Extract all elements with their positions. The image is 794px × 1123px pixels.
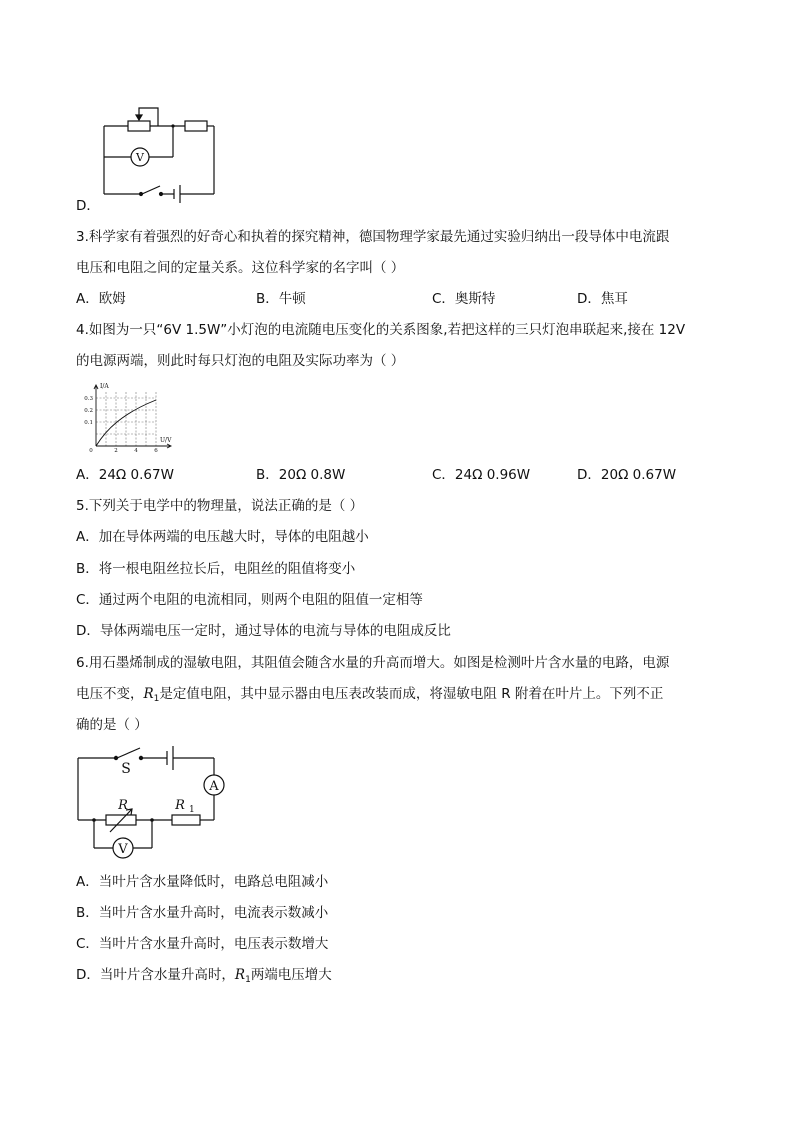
switch-label: S <box>121 761 131 777</box>
q6-line2-pre: 电压不变， <box>76 686 144 702</box>
q3-option-a: A．欧姆 <box>76 291 126 307</box>
q6-line2-r: R <box>143 686 154 702</box>
q3-stem-line2: 电压和电阻之间的定量关系。这位科学家的名字叫（ ） <box>76 260 405 276</box>
q5-option-c: C．通过两个电阻的电流相同，则两个电阻的阻值一定相等 <box>76 592 423 608</box>
graph-x-tick: 4 <box>134 448 138 454</box>
q6-stem-line2 <box>76 684 663 709</box>
q6-line2-sub: 1 <box>153 694 160 704</box>
graph-x-tick: 6 <box>154 448 158 454</box>
q3-option-b: B．牛顿 <box>256 291 306 307</box>
q4-option-c: C．24Ω 0.96W <box>432 467 531 483</box>
graph-x-label: U/V <box>160 437 172 444</box>
q4-option-a: A．24Ω 0.67W <box>76 467 174 483</box>
graph-y-tick: 0.2 <box>84 408 93 414</box>
q4-stem-line2: 的电源两端，则此时每只灯泡的电阻及实际功率为（ ） <box>76 353 405 369</box>
q6-option-d-post: 两端电压增大 <box>250 967 332 983</box>
q4-stem-line1: 4.如图为一只“6V 1.5W”小灯泡的电流随电压变化的关系图象,若把这样的三只灯泡串联起来,接在 12V <box>76 322 686 338</box>
q6-option-d-sub: 1 <box>245 975 251 985</box>
q2-option-d-label: D． <box>76 198 100 214</box>
graph-y-tick: 0.1 <box>84 420 93 426</box>
q6-option-a: A．当叶片含水量降低时，电路总电阻减小 <box>76 874 329 890</box>
fixed-resistor <box>172 815 200 825</box>
r1-sub-label: 1 <box>189 805 195 815</box>
q6-line2-post: 是定值电阻，其中显示器由电压表改装而成，将湿敏电阻 R 附着在叶片上。下列不正 <box>159 686 664 702</box>
ammeter-label: A <box>209 779 219 794</box>
r-label: R <box>118 798 128 813</box>
q3-option-d: D．焦耳 <box>577 291 628 307</box>
voltmeter-label: V <box>118 842 128 857</box>
q6-stem-line3: 确的是（ ） <box>76 717 148 733</box>
q2-voltmeter-label: V <box>136 151 144 164</box>
graph-y-label: I/A <box>100 383 109 390</box>
rheostat <box>128 121 150 131</box>
q6-circuit <box>70 740 240 865</box>
r1-label: R <box>175 798 185 813</box>
q5-option-d: D．导体两端电压一定时，通过导体的电流与导体的电阻成反比 <box>76 623 451 639</box>
resistor <box>185 121 207 131</box>
q6-option-c: C．当叶片含水量升高时，电压表示数增大 <box>76 936 329 952</box>
q3-stem-line1: 3.科学家有着强烈的好奇心和执着的探究精神，德国物理学家最先通过实验归纳出一段导体中电流跟 <box>76 229 670 245</box>
graph-x-tick: 2 <box>114 448 118 454</box>
q4-iu-graph <box>76 380 176 454</box>
q5-stem: 5.下列关于电学中的物理量，说法正确的是（ ） <box>76 498 364 514</box>
q2-option-d-circuit <box>96 100 221 205</box>
q6-option-d-r: R <box>234 967 246 983</box>
q4-option-b: B．20Ω 0.8W <box>256 467 346 483</box>
q6-option-d <box>76 965 332 990</box>
q3-option-c: C．奥斯特 <box>432 291 496 307</box>
q6-option-b: B．当叶片含水量升高时，电流表示数减小 <box>76 905 329 921</box>
graph-y-tick: 0.3 <box>84 396 93 402</box>
graph-x-tick: 0 <box>89 448 93 454</box>
q4-option-d: D．20Ω 0.67W <box>577 467 677 483</box>
q6-stem-line1: 6.用石墨烯制成的湿敏电阻，其阻值会随含水量的升高而增大。如图是检测叶片含水量的电路，电源 <box>76 655 670 671</box>
q6-option-d-pre: D．当叶片含水量升高时， <box>76 967 235 983</box>
q5-option-a: A．加在导体两端的电压越大时，导体的电阻越小 <box>76 529 369 545</box>
q5-option-b: B．将一根电阻丝拉长后，电阻丝的阻值将变小 <box>76 561 356 577</box>
